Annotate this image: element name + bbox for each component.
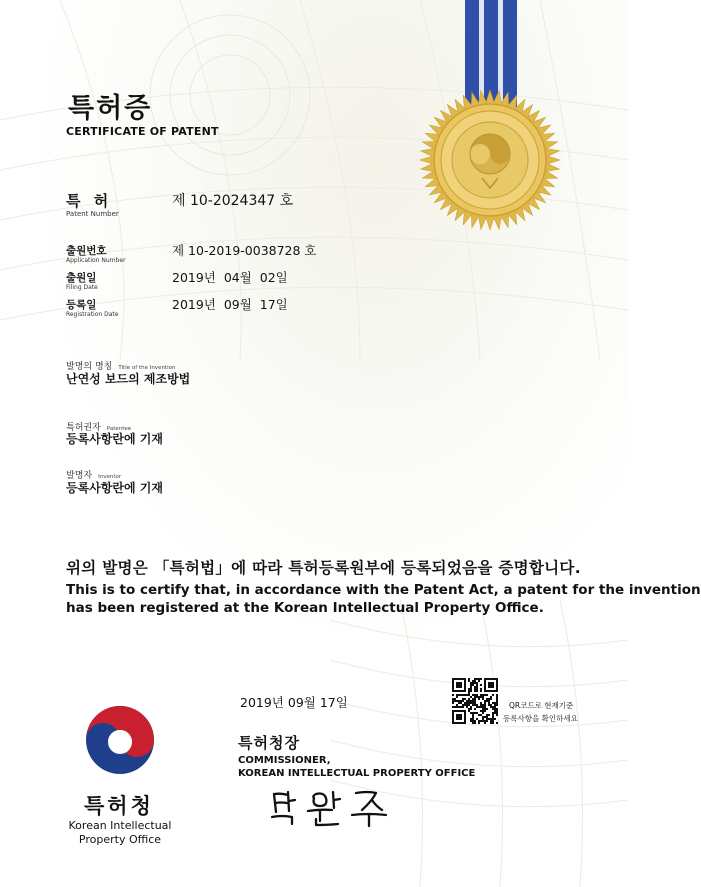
patent-number-label: 특 허: [66, 192, 113, 210]
kipo-logo-name-en-line2: Property Office: [78, 833, 162, 846]
invention-label: 발명의 명칭: [66, 362, 113, 372]
certification-statement-ko: 위의 발명은 「특허법」에 따라 특허등록원부에 등록되었음을 증명합니다.: [66, 559, 581, 577]
certification-statement-en-line1: This is to certify that, in accordance with the Patent Act, a patent for the invention: [66, 582, 701, 598]
inventor-label: 발명자: [66, 471, 93, 481]
invention-label-en: Title of the Invention: [118, 365, 176, 371]
registration-date-label: 등록일: [66, 299, 97, 311]
qr-caption-line2: 등록사항을 확인하세요: [503, 714, 578, 723]
application-number-label: 출원번호: [66, 245, 107, 257]
certification-statement-en-line2: has been registered at the Korean Intellectual Property Office.: [66, 600, 544, 616]
patentee-label: 특허권자: [66, 423, 101, 433]
application-number-value: 제 10-2019-0038728 호: [172, 243, 317, 258]
filing-date-label: 출원일: [66, 272, 97, 284]
inventor-label-en: Inventor: [98, 474, 122, 480]
commissioner-title-en-line2: KOREAN INTELLECTUAL PROPERTY OFFICE: [238, 768, 476, 779]
invention-title-value: 난연성 보드의 제조방법: [66, 372, 191, 386]
qr-code[interactable]: [452, 678, 498, 724]
patent-number-label-en: Patent Number: [66, 210, 119, 218]
commissioner-title-en-line1: COMMISSIONER,: [238, 755, 331, 766]
kipo-logo-name-en-line1: Korean Intellectual: [68, 819, 172, 832]
gold-seal-with-ribbon: [410, 0, 570, 230]
qr-caption-line1: QR코드로 현재기준: [509, 701, 574, 710]
kipo-logo-name-ko: 특허청: [84, 794, 154, 818]
patentee-value: 등록사항란에 기재: [66, 432, 163, 446]
inventor-value: 등록사항란에 기재: [66, 481, 163, 495]
patent-number-value: 제 10-2024347 호: [172, 193, 294, 209]
patentee-label-en: Patentee: [106, 426, 132, 432]
commissioner-signature: [268, 784, 400, 828]
commissioner-title-ko: 특허청장: [238, 734, 300, 752]
registration-date-value: 2019년 09월 17일: [172, 297, 288, 312]
certificate-subtitle: CERTIFICATE OF PATENT: [66, 125, 219, 138]
application-number-label-en: Application Number: [66, 257, 126, 264]
certificate-title: 특허증: [68, 93, 153, 124]
issue-date: 2019년 09월 17일: [240, 695, 348, 710]
registration-date-label-en: Registration Date: [66, 311, 119, 318]
filing-date-value: 2019년 04월 02일: [172, 270, 288, 285]
kipo-taegeuk-logo: [82, 702, 158, 778]
filing-date-label-en: Filing Date: [66, 284, 98, 291]
